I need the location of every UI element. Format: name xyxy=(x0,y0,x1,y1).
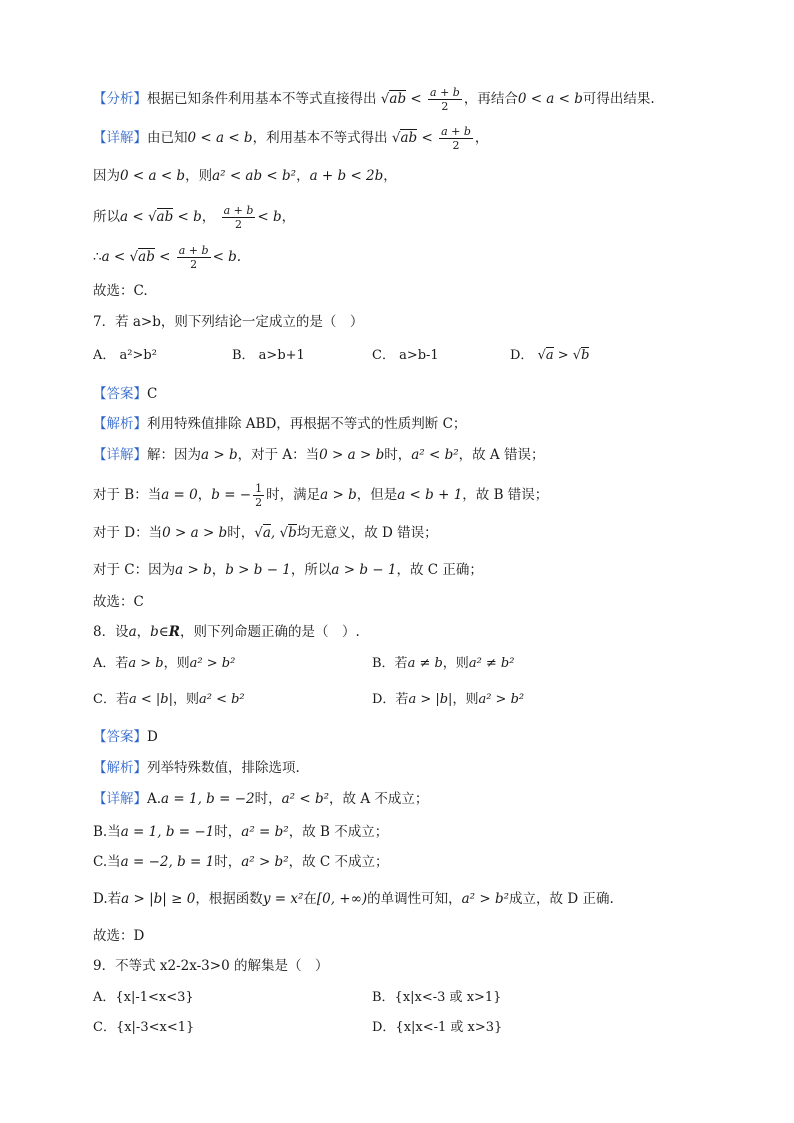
q8-question xyxy=(93,622,754,642)
text: 解：因为 xyxy=(147,447,201,463)
detail-tag: 【详解】 xyxy=(93,130,147,146)
math-inline: a > |b| ≥ 0 xyxy=(121,891,196,907)
q7-detail-2 xyxy=(93,482,754,509)
q8-detail-c xyxy=(93,852,754,872)
q6-line4 xyxy=(93,204,754,231)
text: ，故 C 正确； xyxy=(396,562,483,578)
math-inline: 0 > a > b xyxy=(162,525,228,541)
text: ， xyxy=(296,168,310,184)
q8-answer xyxy=(93,727,754,747)
q8-option-b xyxy=(372,654,514,674)
q8-option-d xyxy=(372,690,524,710)
math-sqrt-ab: √ab < xyxy=(380,91,422,107)
math-inline: a < √ab < b xyxy=(120,209,202,225)
text: 时， xyxy=(214,854,242,870)
jiexi-text: 利用特殊值排除 ABD，再根据不等式的性质判断 C； xyxy=(147,416,467,432)
math-inline: a² < ab < b² xyxy=(212,168,297,184)
answer-tag: 【答案】 xyxy=(93,729,147,745)
text: 在 xyxy=(303,891,317,907)
q9-option-d: D．{x|x<-1 或 x>3} xyxy=(372,1020,503,1035)
text: ，对于 A：当 xyxy=(237,447,320,463)
math-inline: a² = b² xyxy=(241,824,289,840)
q7-option-a: A． a²>b² xyxy=(93,348,157,363)
math-sqrt-ab: √ab < xyxy=(391,130,433,146)
math-inline: b > b − 1 xyxy=(225,562,291,578)
analysis-text: 根据已知条件利用基本不等式直接得出 xyxy=(147,91,377,107)
math-inline: a² > b² xyxy=(189,656,236,671)
math-inline: a > b xyxy=(175,562,212,578)
jiexi-text: 列举特殊数值，排除选项. xyxy=(147,760,300,776)
math-inline: y = x² xyxy=(262,891,304,907)
text: 时， xyxy=(227,525,255,541)
q9-option-a: A．{x|-1<x<3} xyxy=(93,990,194,1005)
text: ， xyxy=(136,624,151,640)
text: ，则 xyxy=(163,656,190,671)
math-inline: a² > b² xyxy=(241,854,289,870)
q6-detail-line xyxy=(93,125,754,152)
answer-value: C xyxy=(147,386,158,402)
q8-choice: 故选：D xyxy=(93,928,145,944)
q8-detail-d xyxy=(93,889,754,909)
text: ，故 B 错误； xyxy=(462,487,549,503)
math-inline: a = 1, b = −2 xyxy=(161,791,255,807)
analysis-text: 可得出结果. xyxy=(582,91,655,107)
detail-text: ，利用基本不等式得出 xyxy=(252,130,388,146)
math-inline: a < |b| xyxy=(128,692,173,707)
q9-option-b: B．{x|x<-3 或 x>1} xyxy=(372,990,502,1005)
text: 对于 D：当 xyxy=(93,525,163,541)
text: 时， xyxy=(384,447,412,463)
q8-detail-b xyxy=(93,822,754,842)
q6-analysis-line xyxy=(93,86,754,113)
text: ，则 xyxy=(442,656,469,671)
text: 8．设 xyxy=(93,624,129,640)
text: 时， xyxy=(214,824,242,840)
math-inline: a = 0 xyxy=(161,487,198,503)
math-inline: a² > b² xyxy=(461,891,510,907)
q6-choice: 故选：C. xyxy=(93,283,148,299)
math-inline: a² < b² xyxy=(198,692,245,707)
text: ，则 xyxy=(452,692,479,707)
option-label: D． xyxy=(510,348,534,363)
text: 成立，故 D 正确. xyxy=(509,891,614,907)
analysis-tag: 【分析】 xyxy=(93,91,147,107)
text: ， xyxy=(281,209,296,225)
text: 对于 C：因为 xyxy=(93,562,176,578)
math-inline: a² ≠ b² xyxy=(468,656,515,671)
math-inline: 0 > a > b xyxy=(319,447,385,463)
text: ，根据函数 xyxy=(195,891,263,907)
detail-text: ， xyxy=(474,130,489,146)
option-label: A．若 xyxy=(93,656,129,671)
math-inline: a² < b² xyxy=(281,791,330,807)
text: ， xyxy=(197,487,212,503)
math-inline: b = − xyxy=(211,487,252,503)
text: ，则 xyxy=(185,168,213,184)
text: 因为 xyxy=(93,168,120,184)
math-inline: a xyxy=(128,624,137,640)
math-inline: a² > b² xyxy=(478,692,525,707)
jiexi-tag: 【解析】 xyxy=(93,760,147,776)
text: ，则 xyxy=(172,692,199,707)
text: ，故 B 不成立； xyxy=(288,824,389,840)
math-inline: a ≠ b xyxy=(407,656,443,671)
jiexi-tag: 【解析】 xyxy=(93,416,147,432)
math-inline: √a > √b xyxy=(537,348,590,363)
math-inline: [0, +∞) xyxy=(316,891,368,907)
text: A. xyxy=(147,791,162,807)
text: ，故 A 不成立； xyxy=(329,791,429,807)
q6-line3 xyxy=(93,166,754,186)
answer-tag: 【答案】 xyxy=(93,386,147,402)
q7-jiexi xyxy=(93,414,754,434)
text: 的单调性可知， xyxy=(367,891,462,907)
option-label: B．若 xyxy=(372,656,408,671)
math-inline: 0 < a < b xyxy=(120,168,186,184)
detail-tag: 【详解】 xyxy=(93,791,147,807)
text: 对于 B：当 xyxy=(93,487,162,503)
math-inline: a > b xyxy=(128,656,164,671)
math-fraction: $\frac{a + b}{2}$ xyxy=(223,204,254,231)
math-fraction: $\frac{a + b}{2}$ xyxy=(430,86,460,113)
math-inline: < b. xyxy=(212,249,242,265)
text: ，则下列命题正确的是（ ）. xyxy=(180,624,360,640)
math-inline: a = 1, b = −1 xyxy=(120,824,215,840)
q7-detail-4 xyxy=(93,560,754,580)
q8-option-a xyxy=(93,654,235,674)
math-fraction: $\frac{a + b}{2}$ xyxy=(441,125,471,152)
option-label: C．若 xyxy=(93,692,129,707)
therefore-symbol: ∴ xyxy=(93,249,102,265)
math-inline: a > b xyxy=(201,447,238,463)
text: ，所以 xyxy=(290,562,332,578)
text: 时，满足 xyxy=(266,487,321,503)
q7-question: 7．若 a>b，则下列结论一定成立的是（ ） xyxy=(93,314,364,330)
q7-choice: 故选：C xyxy=(93,594,144,610)
text: ，故 C 不成立； xyxy=(288,854,389,870)
text: 时， xyxy=(254,791,282,807)
q7-option-d xyxy=(510,346,589,366)
detail-tag: 【详解】 xyxy=(93,447,147,463)
text: ，故 A 错误； xyxy=(458,447,545,463)
math-fraction: $\frac{a + b}{2}$ xyxy=(178,244,209,271)
math-inline: √a, √b xyxy=(254,525,297,541)
q8-option-c xyxy=(93,690,245,710)
option-label: D．若 xyxy=(372,692,409,707)
math-inline: a < b + 1 xyxy=(397,487,463,503)
analysis-text: ，再结合 xyxy=(463,91,518,107)
q7-detail-3 xyxy=(93,523,754,543)
q7-detail-1 xyxy=(93,445,754,465)
text: ，但是 xyxy=(356,487,398,503)
math-fraction: $\frac{1}{2}$ xyxy=(255,482,263,509)
text: B.当 xyxy=(93,824,121,840)
text: ， xyxy=(201,209,216,225)
text: C.当 xyxy=(93,854,121,870)
q7-answer xyxy=(93,384,754,404)
math-inline: a² < b² xyxy=(411,447,459,463)
math-inline: a = −2, b = 1 xyxy=(120,854,215,870)
q9-question: 9．不等式 x2-2x-3>0 的解集是（ ） xyxy=(93,958,329,974)
text: 均无意义，故 D 错误； xyxy=(296,525,438,541)
q8-detail-a xyxy=(93,789,754,809)
text: ， xyxy=(383,168,397,184)
math-inline: a > b − 1 xyxy=(331,562,397,578)
detail-text: 由已知 xyxy=(147,130,188,146)
math-inline: a > |b| xyxy=(408,692,453,707)
answer-value: D xyxy=(147,729,158,745)
q9-option-c: C．{x|-3<x<1} xyxy=(93,1020,195,1035)
q8-jiexi xyxy=(93,758,754,778)
text: D.若 xyxy=(93,891,122,907)
math-inline: a < √ab < xyxy=(101,249,171,265)
text: ， xyxy=(211,562,226,578)
math-inline: a + b < 2b xyxy=(309,168,384,184)
math-inline: a > b xyxy=(320,487,357,503)
math-inline: b∈R xyxy=(150,624,181,640)
q7-option-c: C． a>b-1 xyxy=(372,348,439,363)
math-inline: 0 < a < b xyxy=(517,91,583,107)
q7-option-b: B． a>b+1 xyxy=(232,348,305,363)
math-inline: < b xyxy=(257,209,282,225)
q6-line5 xyxy=(93,244,754,271)
math-inline: 0 < a < b xyxy=(187,130,253,146)
text: 所以 xyxy=(93,209,120,225)
